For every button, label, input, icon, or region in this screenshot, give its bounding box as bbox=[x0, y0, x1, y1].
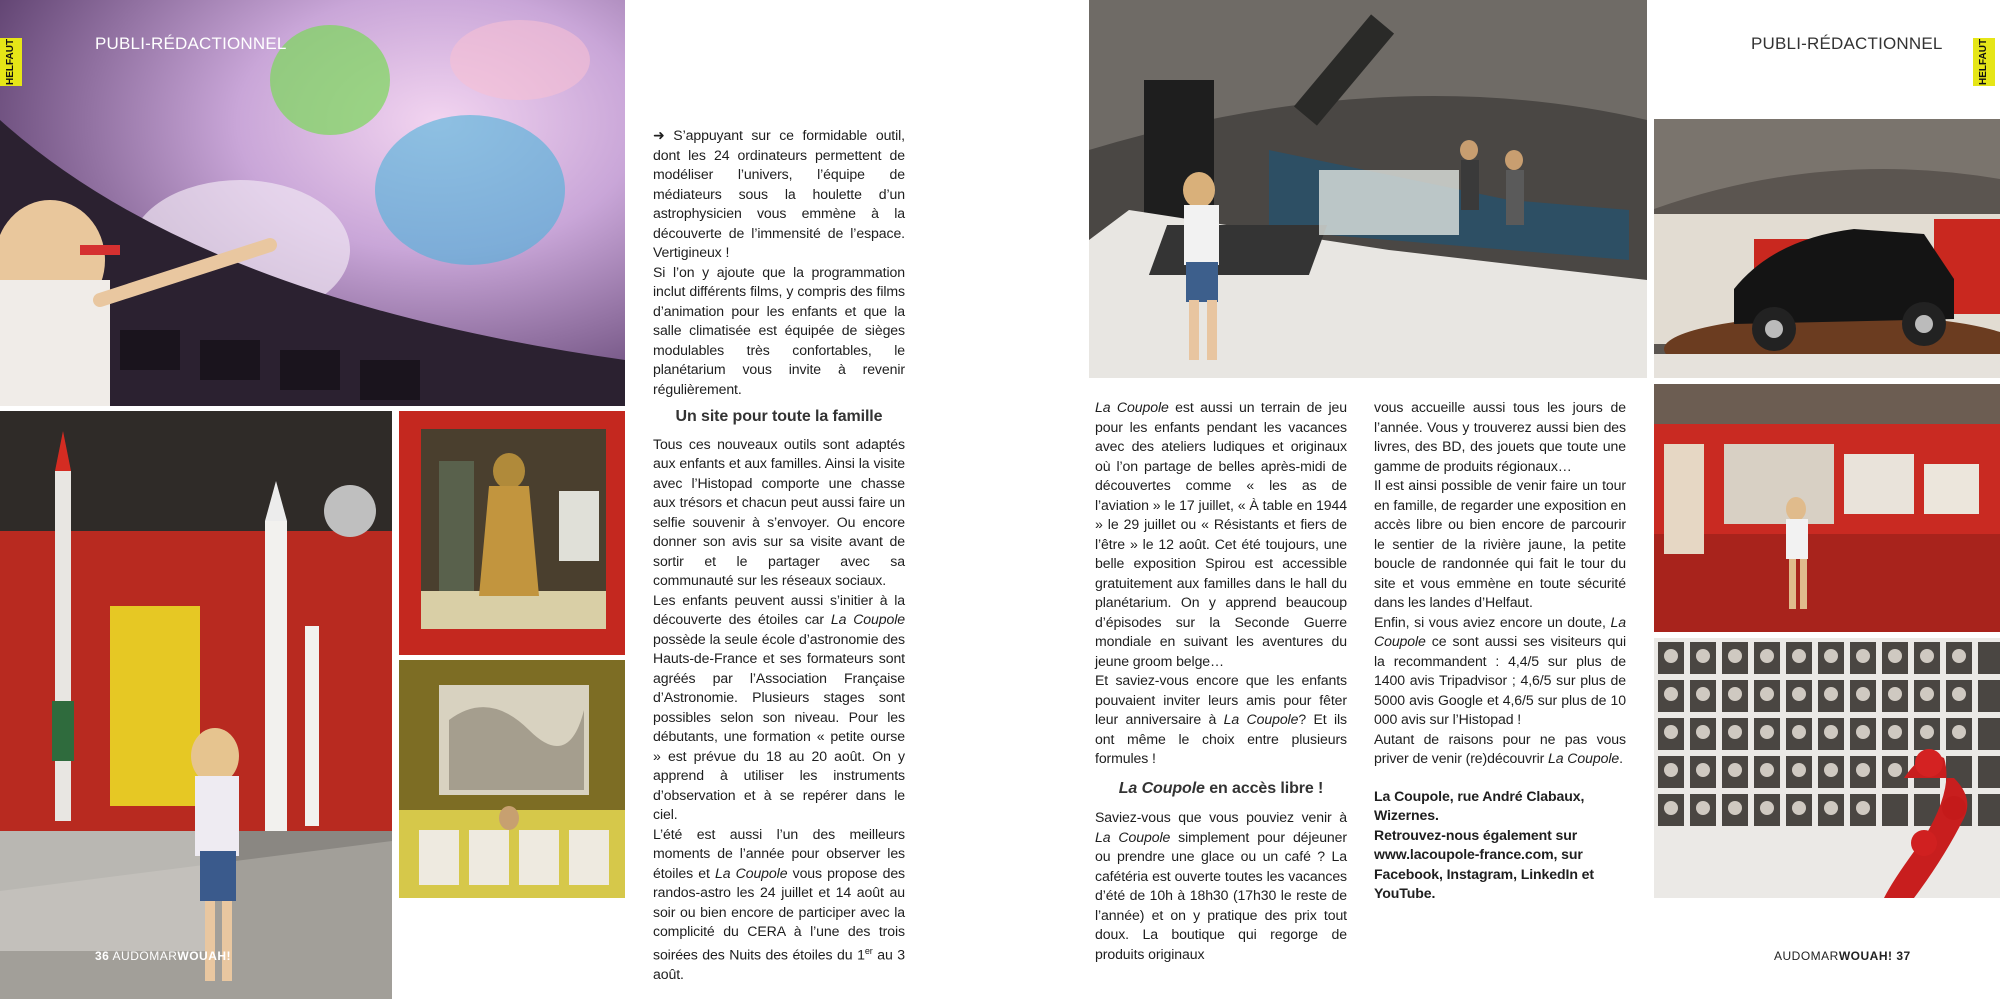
rocket-hall-photo bbox=[0, 411, 392, 999]
right-text-column-1 bbox=[1095, 398, 1347, 964]
suit-display-photo bbox=[399, 411, 625, 655]
portraits-wall-photo bbox=[1654, 638, 2000, 898]
paragraph: L’été est aussi l’un des meilleurs moments de l’année pour observer les étoiles et La Coupole vous propose des randos-astro les 24 juillet et 14 août au soir ou bien encore de participer avec la complicité du CERA à l’une des trois soirées des Nuits des étoiles du 1er au 3 août. bbox=[653, 825, 906, 982]
page-footer-right bbox=[1774, 949, 1911, 963]
paragraph: vous accueille aussi tous les jours de l’année. Vous y trouverez aussi bien des livres, des BD, des jouets que toute une gamme de produits régionaux… bbox=[1374, 399, 1626, 474]
paragraph: Autant de raisons pour ne pas vous priver de venir (re)découvrir La Coupole. bbox=[1374, 730, 1626, 766]
page-header-right: PUBLI-RÉDACTIONNEL bbox=[1751, 34, 1943, 53]
paragraph: Les enfants peuvent aussi s’initier à la découverte des étoiles car La Coupole possède la seule école d’astronomie des Hauts-de-France et ses formateurs sont agréés par l’Association Française d’Astronomie. Plusieurs stages sont possibles selon son niveau. Pour les débutants, une formation « petite ourse » est prévue du 18 au 20 août. On y apprend à utiliser les instruments d’observation et à se repérer dans le ciel. bbox=[653, 591, 905, 822]
brand-suffix: WOUAH! bbox=[177, 949, 232, 963]
brand-prefix: AUDOMAR bbox=[112, 949, 178, 963]
paragraph: Il est ainsi possible de venir faire un tour en famille, de regarder une exposition en accès libre ou bien encore de parcourir le sentier de la rivière jaune, la petite boucle de randonnée qui fait le tour du site et vous emmène en toute sécurité dans les landes d’Helfaut. bbox=[1374, 477, 1626, 610]
page-number: 37 bbox=[1896, 949, 1911, 963]
projection-room-photo bbox=[399, 660, 625, 898]
page-number: 36 bbox=[95, 949, 110, 963]
side-tag-right: HELFAUT bbox=[1973, 38, 1995, 86]
vintage-car-photo bbox=[1654, 119, 2000, 378]
page-header-left: PUBLI-RÉDACTIONNEL bbox=[95, 34, 287, 53]
contact-links: Retrouvez-nous également sur www.lacoupole-france.com, sur Facebook, Instagram, LinkedIn et YouTube. bbox=[1374, 826, 1595, 901]
side-tag-left: HELFAUT bbox=[0, 38, 22, 86]
paragraph: Saviez-vous que vous pouviez venir à La Coupole simplement pour déjeuner ou prendre une glace ou un café ? La cafétéria est ouverte toutes les vacances d’été de 10h à 18h30 (17h30 le reste de l’année) et on y pratique des prix tout doux. La boutique qui regorge de produits originaux bbox=[1095, 809, 1348, 962]
paragraph: La Coupole est aussi un terrain de jeu pour les enfants pendant les vacances avec des ateliers ludiques et originaux où l’on partage de belles après-midi de découvertes comme « les as de l’aviation » le 17 juillet, « À table en 1944 » le 29 juillet ou « Résistants et fiers de l’être » le 12 août. Cet été toujours, une belle exposition Spirou est accessible gratuitement aux familles dans le hall du planétarium. On y apprend beaucoup d’épisodes sur la Seconde Guerre mondiale en suivant les aventures du jeune groom belge… bbox=[1095, 399, 1348, 669]
red-gallery-photo bbox=[1654, 384, 2000, 632]
left-text-column bbox=[653, 126, 905, 984]
paragraph: Et saviez-vous encore que les enfants pouvaient inviter leurs amis pour fêter leur anniversaire à La Coupole? Et ils ont même le choix entre plusieurs formules ! bbox=[1095, 672, 1348, 766]
paragraph: Enfin, si vous aviez encore un doute, La Coupole ce sont aussi ses visiteurs qui la recommandent : 4,4/5 sur plus de 1400 avis Tripadvisor ; 4,6/5 sur plus de 5000 avis Google et 4,6/5 sur plus de 10 000 avis sur l’Histopad ! bbox=[1374, 613, 1626, 727]
brand-suffix: WOUAH! bbox=[1838, 949, 1893, 963]
paragraph: Tous ces nouveaux outils sont adaptés aux enfants et aux familles. Ainsi la visite avec l’Histopad comporte une chasse aux trésors et chacun peut aussi faire un selfie souvenir à s’envoyer. Ou encore donner son avis sur sa visite avant de sortir et le partager avec sa communauté sur les réseaux sociaux. bbox=[653, 435, 905, 588]
section-heading: Un site pour toute la famille bbox=[675, 408, 883, 425]
exhibit-hall-photo bbox=[1089, 0, 1647, 378]
planetarium-photo bbox=[0, 0, 625, 406]
contact-address: La Coupole, rue André Clabaux, Wizernes. bbox=[1374, 787, 1585, 823]
paragraph: ➜ S’appuyant sur ce formidable outil, dont les 24 ordinateurs permettent de modéliser l’univers, l’équipe de médiateurs sous la houlette d’un astrophysicien vous emmène à la découverte de l’immensité de l’espace. Vertigineux ! bbox=[653, 127, 905, 260]
page-footer-left bbox=[95, 949, 231, 963]
brand-prefix: AUDOMAR bbox=[1774, 949, 1839, 963]
paragraph: Si l’on y ajoute que la programmation inclut différents films, y compris des films d’animation pour les enfants et que la salle climatisée est équipée de sièges modulables très confortables, le planétarium vous invite à revenir régulièrement. bbox=[653, 263, 905, 397]
right-text-column-2 bbox=[1374, 398, 1626, 904]
section-heading: La Coupole en accès libre ! bbox=[1118, 779, 1324, 797]
